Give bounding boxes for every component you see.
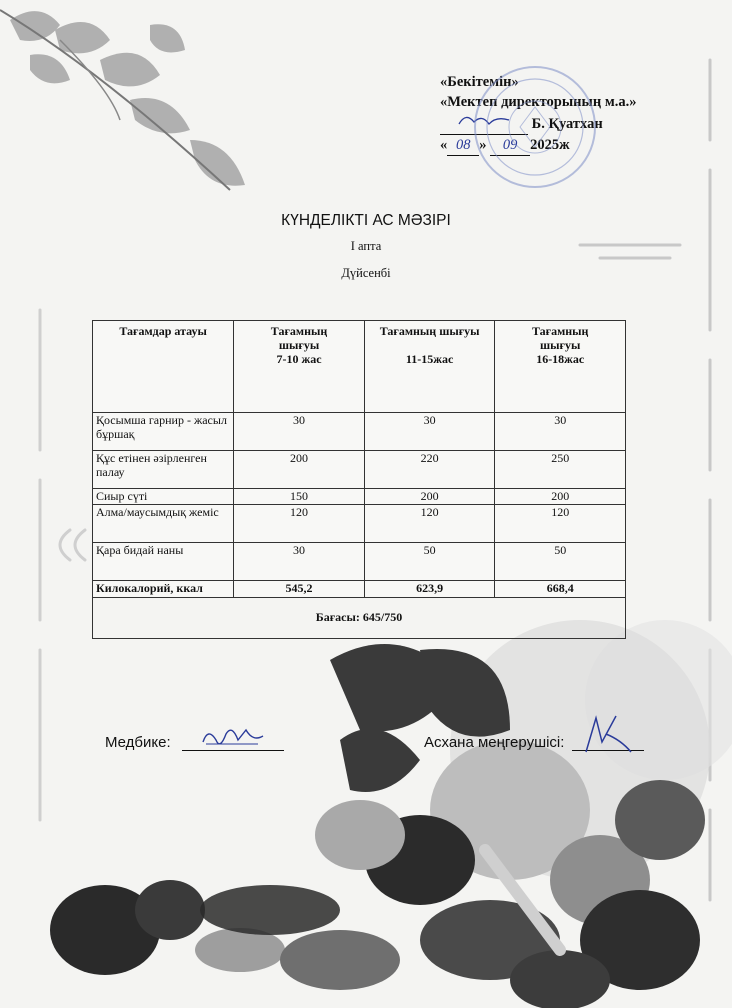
dish-name: Құс етінен әзірленген палау <box>93 451 234 489</box>
portion-11-15: 220 <box>364 451 495 489</box>
menu-table <box>92 320 626 598</box>
header-portion-16-18-line3: 16-18жас <box>536 352 585 366</box>
table-row <box>93 505 626 543</box>
portion-16-18: 250 <box>495 451 626 489</box>
canteen-manager-signature <box>576 712 638 756</box>
school-stamp <box>470 62 600 192</box>
price-text: Бағасы: 645/750 <box>315 610 403 624</box>
date-day: 08 <box>447 135 479 156</box>
nurse-label: Медбике: <box>105 734 171 751</box>
header-portion-16-18 <box>495 321 626 413</box>
date-open-quote: « <box>440 137 448 153</box>
header-portion-7-10-line1: Тағамның <box>270 324 328 338</box>
header-portion-16-18-line1: Тағамның <box>531 324 589 338</box>
table-row <box>93 489 626 505</box>
header-portion-11-15-line3: 11-15жас <box>405 352 454 366</box>
header-dish-name <box>93 321 234 413</box>
kcal-11-15: 623,9 <box>364 581 495 598</box>
header-portion-11-15-line1: Тағамның шығуы <box>379 324 480 338</box>
approval-title: «Бекітемін» <box>440 74 519 90</box>
date-close-quote: » <box>479 137 487 153</box>
vegetables-illustration <box>40 620 732 1008</box>
portion-7-10: 150 <box>234 489 365 505</box>
week-label: І апта <box>350 239 382 253</box>
portion-16-18: 200 <box>495 489 626 505</box>
portion-11-15: 120 <box>364 505 495 543</box>
header-portion-7-10-line3: 7-10 жас <box>276 352 322 366</box>
parsley-illustration <box>0 0 260 200</box>
price-box <box>92 588 626 639</box>
portion-16-18: 120 <box>495 505 626 543</box>
date-year: 2025ж <box>530 137 570 153</box>
table-row <box>93 413 626 451</box>
director-name: Б. Қуатхан <box>531 116 603 132</box>
kcal-16-18: 668,4 <box>495 581 626 598</box>
header-portion-11-15-line2 <box>368 338 492 352</box>
table-header-row <box>93 321 626 413</box>
date-month: 09 <box>490 135 530 156</box>
canteen-manager-label: Асхана меңгерушісі: <box>424 734 565 751</box>
dish-name: Алма/маусымдық жеміс <box>93 505 234 543</box>
header-portion-11-15 <box>364 321 495 413</box>
page-title: КҮНДЕЛІКТІ АС МӘЗІРІ <box>281 212 451 229</box>
portion-7-10: 200 <box>234 451 365 489</box>
nurse-signature <box>198 722 268 752</box>
table-row <box>93 451 626 489</box>
kcal-label: Килокалорий, ккал <box>93 581 234 598</box>
portion-16-18: 50 <box>495 543 626 581</box>
kcal-7-10: 545,2 <box>234 581 365 598</box>
portion-7-10: 30 <box>234 543 365 581</box>
dish-name: Қосымша гарнир - жасыл бұршақ <box>93 413 234 451</box>
header-dish-name-text: Тағамдар атауы <box>119 324 207 338</box>
portion-7-10: 30 <box>234 413 365 451</box>
portion-16-18: 30 <box>495 413 626 451</box>
header-portion-7-10-line2: шығуы <box>278 338 320 352</box>
portion-7-10: 120 <box>234 505 365 543</box>
dish-name: Сиыр сүті <box>93 489 234 505</box>
portion-11-15: 200 <box>364 489 495 505</box>
header-portion-7-10 <box>234 321 365 413</box>
approval-director-role: «Мектеп директорының м.а.» <box>440 94 637 110</box>
header-portion-16-18-line2: шығуы <box>540 338 581 352</box>
day-label: Дүйсенбі <box>341 266 391 280</box>
portion-11-15: 50 <box>364 543 495 581</box>
portion-11-15: 30 <box>364 413 495 451</box>
table-row <box>93 543 626 581</box>
dish-name: Қара бидай наны <box>93 543 234 581</box>
